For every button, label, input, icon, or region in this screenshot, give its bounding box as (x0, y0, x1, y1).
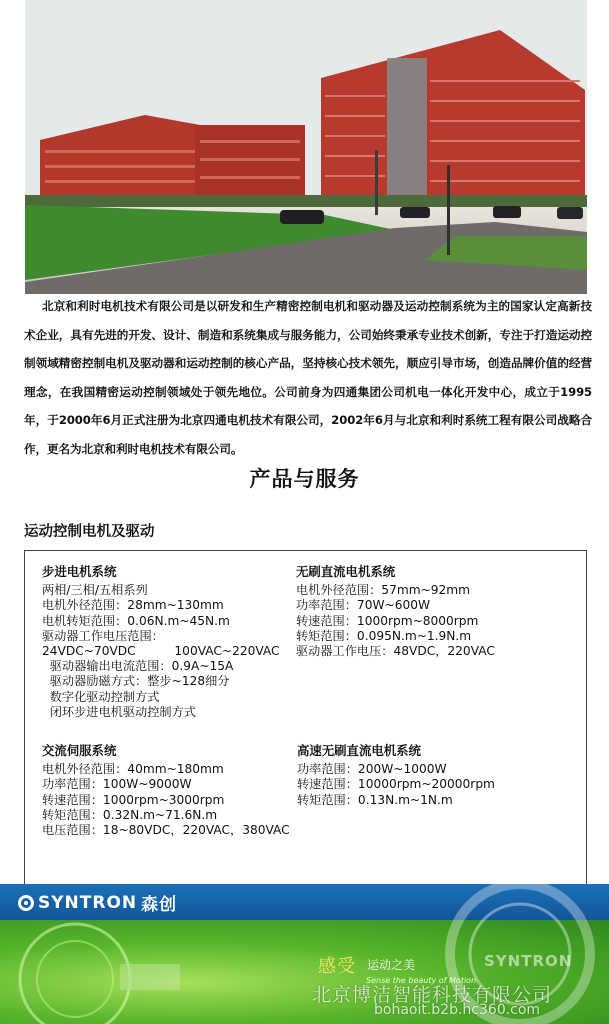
slogan-cn-2: 运动之美 (367, 958, 416, 972)
logo-cn: 森创 (141, 895, 178, 915)
spec-line: 电压范围：18~80VDC，220VAC，380VAC (42, 823, 290, 838)
spec-line: 驱动器工作电压范围： (42, 628, 164, 643)
slogan-en: Sense the beauty of Motion (366, 976, 477, 985)
spec-line: 功率范围：70W~600W (296, 598, 431, 613)
spec-line: 驱动器工作电压：48VDC，220VAC (296, 644, 495, 659)
product-title: 无刷直流电机系统 (296, 564, 396, 579)
banner-brand-watermark: SYNTRON (484, 952, 573, 970)
spec-line: 转速范围：1000rpm~8000rpm (296, 613, 479, 628)
spec-line: 24VDC~70VDC 100VAC~220VAC (42, 644, 280, 659)
product-stepper (42, 564, 280, 720)
watermark-company: 北京博洁智能科技有限公司 (312, 984, 553, 1006)
spec-line: 转矩范围：0.32N.m~71.6N.m (42, 807, 218, 822)
spec-line: 转速范围：10000rpm~20000rpm (297, 777, 495, 792)
spec-line: 电机外径范围：28mm~130mm (42, 598, 224, 613)
logo-en: SYNTRON (38, 892, 138, 913)
spec-line: 转矩范围：0.13N.m~1N.m (297, 792, 453, 807)
product-spec-box (24, 550, 587, 885)
slogan-cn-1: 感受 (318, 956, 356, 977)
spec-line: 转速范围：1000rpm~3000rpm (42, 792, 225, 807)
spec-line: 数字化驱动控制方式 (42, 689, 160, 704)
spec-line: 功率范围：200W~1000W (297, 762, 447, 777)
spec-line: 功率范围：100W~9000W (42, 777, 192, 792)
spec-line: 闭环步进电机驱动控制方式 (42, 704, 196, 719)
product-bldc (296, 564, 495, 659)
campus-photo (25, 0, 587, 294)
sub-title: 运动控制电机及驱动 (24, 524, 155, 540)
syntron-logo-icon (18, 895, 34, 911)
watermark-url: bohaoit.b2b.hc360.com (374, 1002, 541, 1018)
company-intro: 北京和利时电机技术有限公司是以研发和生产精密控制电机和驱动器及运动控制系统为主的国家认定高新技术企业，具有先进的开发、设计、制造和系统集成与服务能力，公司始终秉承专业技术创新，专注于打造运动控制领域精密控制电机及驱动器和运动控制的核心产品，坚持核心技术领先，顺应引导市场，创造品牌价值的经营理念，在我国精密运动控制领域处于领先地位。公司前身为四通集团公司机电一体化开发中心，成立于1995年，于2000年6月正式注册为北京四通电机技术有限公司，2002年6月与北京和利时系统工程有限公司战略合作，更名为北京和利时电机技术有限公司。 (24, 299, 592, 456)
product-ac-servo (42, 743, 290, 838)
product-title: 高速无刷直流电机系统 (297, 743, 421, 758)
brand-logo (18, 890, 177, 915)
section-title: 产品与服务 (249, 467, 360, 491)
spec-line: 转矩范围：0.095N.m~1.9N.m (296, 628, 472, 643)
spec-line: 电机转矩范围：0.06N.m~45N.m (42, 613, 230, 628)
product-title: 步进电机系统 (42, 564, 117, 579)
spec-line: 电机外径范围：40mm~180mm (42, 762, 224, 777)
spec-line: 两相/三相/五相系列 (42, 583, 148, 598)
spec-line: 电机外径范围：57mm~92mm (296, 583, 471, 598)
product-title: 交流伺服系统 (42, 743, 117, 758)
spec-line: 驱动器输出电流范围：0.9A~15A (42, 659, 234, 674)
product-high-speed-bldc (297, 743, 495, 808)
spec-line: 驱动器励磁方式：整步~128细分 (42, 674, 230, 689)
